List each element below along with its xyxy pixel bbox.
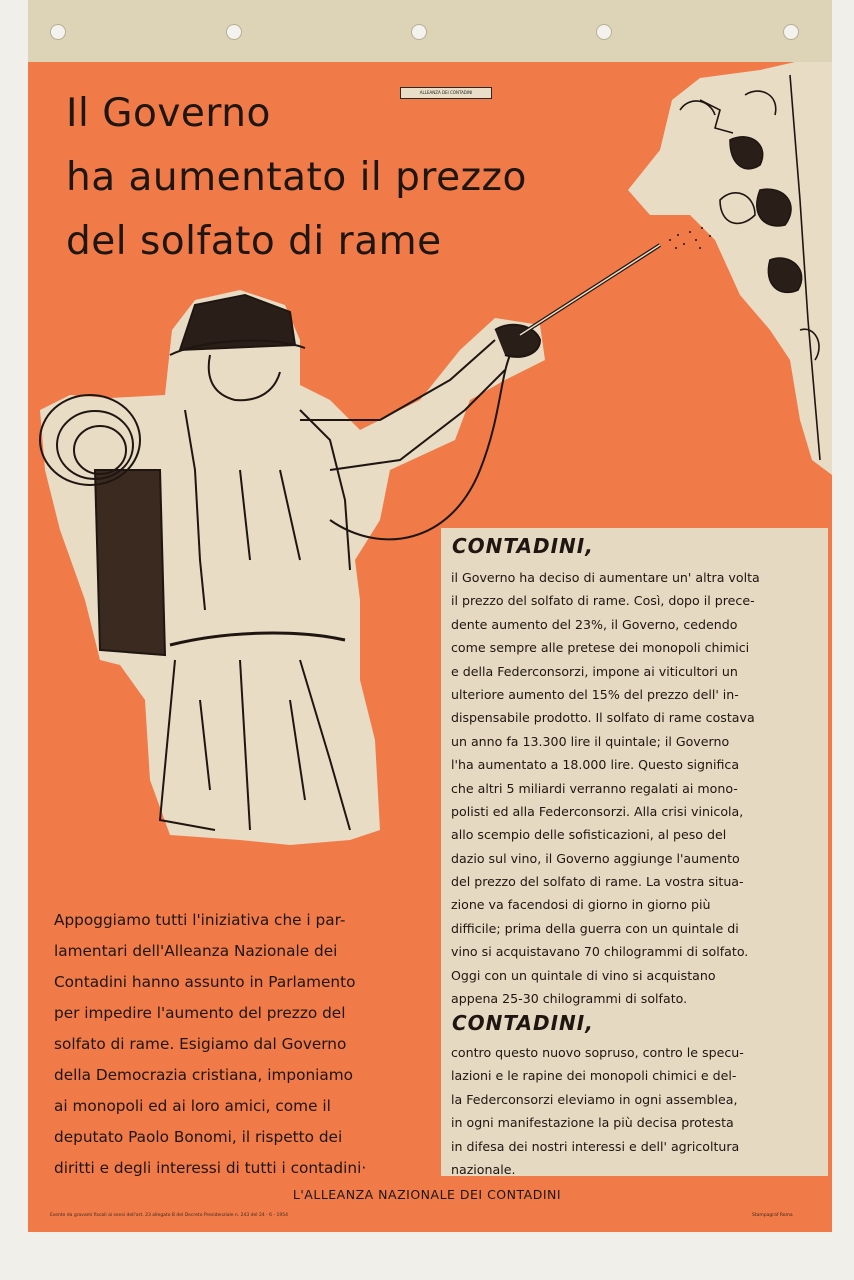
text-line: che altri 5 miliardi verranno regalati ai mono- bbox=[451, 780, 738, 796]
text-line: diritti e degli interessi di tutti i contadini· bbox=[54, 1159, 367, 1177]
text-line: l'ha aumentato a 18.000 lire. Questo significa bbox=[451, 757, 740, 773]
title-line: ha aumentato il prezzo bbox=[66, 155, 527, 200]
text-line: del prezzo del solfato di rame. La vostra situa- bbox=[451, 874, 744, 890]
text-line: allo scempio delle sofisticazioni, al peso del bbox=[451, 827, 727, 843]
text-line: il prezzo del solfato di rame. Così, dopo il prece- bbox=[451, 593, 755, 609]
text-line: appena 25-30 chilogrammi di solfato. bbox=[451, 991, 688, 1007]
text-line: Contadini hanno assunto in Parlamento bbox=[54, 973, 356, 991]
text-line: Oggi con un quintale di vino si acquistano bbox=[451, 967, 716, 983]
title-line: Il Governo bbox=[66, 91, 271, 136]
section-heading: CONTADINI, bbox=[452, 534, 594, 558]
text-line: contro questo nuovo sopruso, contro le specu- bbox=[451, 1045, 744, 1060]
text-line: lazioni e le rapine dei monopoli chimici e del- bbox=[451, 1068, 737, 1084]
text-line: come sempre alle pretese dei monopoli chimici bbox=[451, 640, 750, 656]
text-line: ulteriore aumento del 15% del prezzo dell' in- bbox=[451, 686, 739, 702]
text-line: la Federconsorzi eleviamo in ogni assemblea, bbox=[451, 1091, 738, 1107]
title-line: del solfato di rame bbox=[66, 219, 442, 264]
text-line: in difesa dei nostri interessi e dell' agricoltura bbox=[451, 1138, 740, 1154]
text-line: dazio sul vino, il Governo aggiunge l'aumento bbox=[451, 850, 740, 866]
text-line: lamentari dell'Alleanza Nazionale dei bbox=[54, 942, 338, 960]
text-line: il Governo ha deciso di aumentare un' altra volta bbox=[451, 570, 760, 585]
vine-plant-illustration bbox=[628, 62, 832, 475]
text-line: un anno fa 13.300 lire il quintale; il Governo bbox=[451, 733, 730, 749]
panel-paragraph-1 bbox=[451, 566, 760, 1010]
text-line: deputato Paolo Bonomi, il rispetto dei bbox=[54, 1128, 343, 1146]
text-line: della Democrazia cristiana, imponiamo bbox=[54, 1066, 354, 1084]
archive-stamp: ALLEANZA DEI CONTADINI bbox=[400, 87, 492, 99]
text-line: polisti ed alla Federconsorzi. Alla crisi vinicola, bbox=[451, 803, 744, 819]
text-line: ai monopoli ed ai loro amici, come il bbox=[54, 1097, 331, 1115]
fine-print-left: Esente da gravami fiscali ai sensi dell'art. 23 allegato B del Decreto Presidenziale n. 243 del 24 - 6 - 1954 bbox=[50, 1213, 288, 1218]
text-line: dispensabile prodotto. Il solfato di rame costava bbox=[451, 710, 755, 726]
fine-print-right: Stampagraf Roma bbox=[752, 1213, 793, 1218]
text-line: vino si acquistavano 70 chilogrammi di solfato. bbox=[451, 944, 749, 960]
text-line: difficile; prima della guerra con un quintale di bbox=[451, 920, 739, 936]
text-line: dente aumento del 23%, il Governo, cedendo bbox=[451, 616, 738, 632]
section-heading: CONTADINI, bbox=[452, 1011, 594, 1035]
left-paragraph bbox=[54, 905, 366, 1184]
text-line: zione va facendosi di giorno in giorno più bbox=[451, 897, 711, 913]
text-line: in ogni manifestazione la più decisa protesta bbox=[451, 1115, 734, 1131]
text-line: Appoggiamo tutti l'iniziativa che i par- bbox=[54, 911, 346, 929]
text-line: solfato di rame. Esigiamo dal Governo bbox=[54, 1035, 347, 1053]
text-line: per impedire l'aumento del prezzo del bbox=[54, 1004, 346, 1022]
panel-paragraph-2 bbox=[451, 1041, 744, 1181]
footer-signature: L'ALLEANZA NAZIONALE DEI CONTADINI bbox=[292, 1187, 562, 1202]
text-line: e della Federconsorzi, impone ai viticultori un bbox=[451, 663, 738, 679]
text-line: nazionale. bbox=[451, 1161, 516, 1177]
